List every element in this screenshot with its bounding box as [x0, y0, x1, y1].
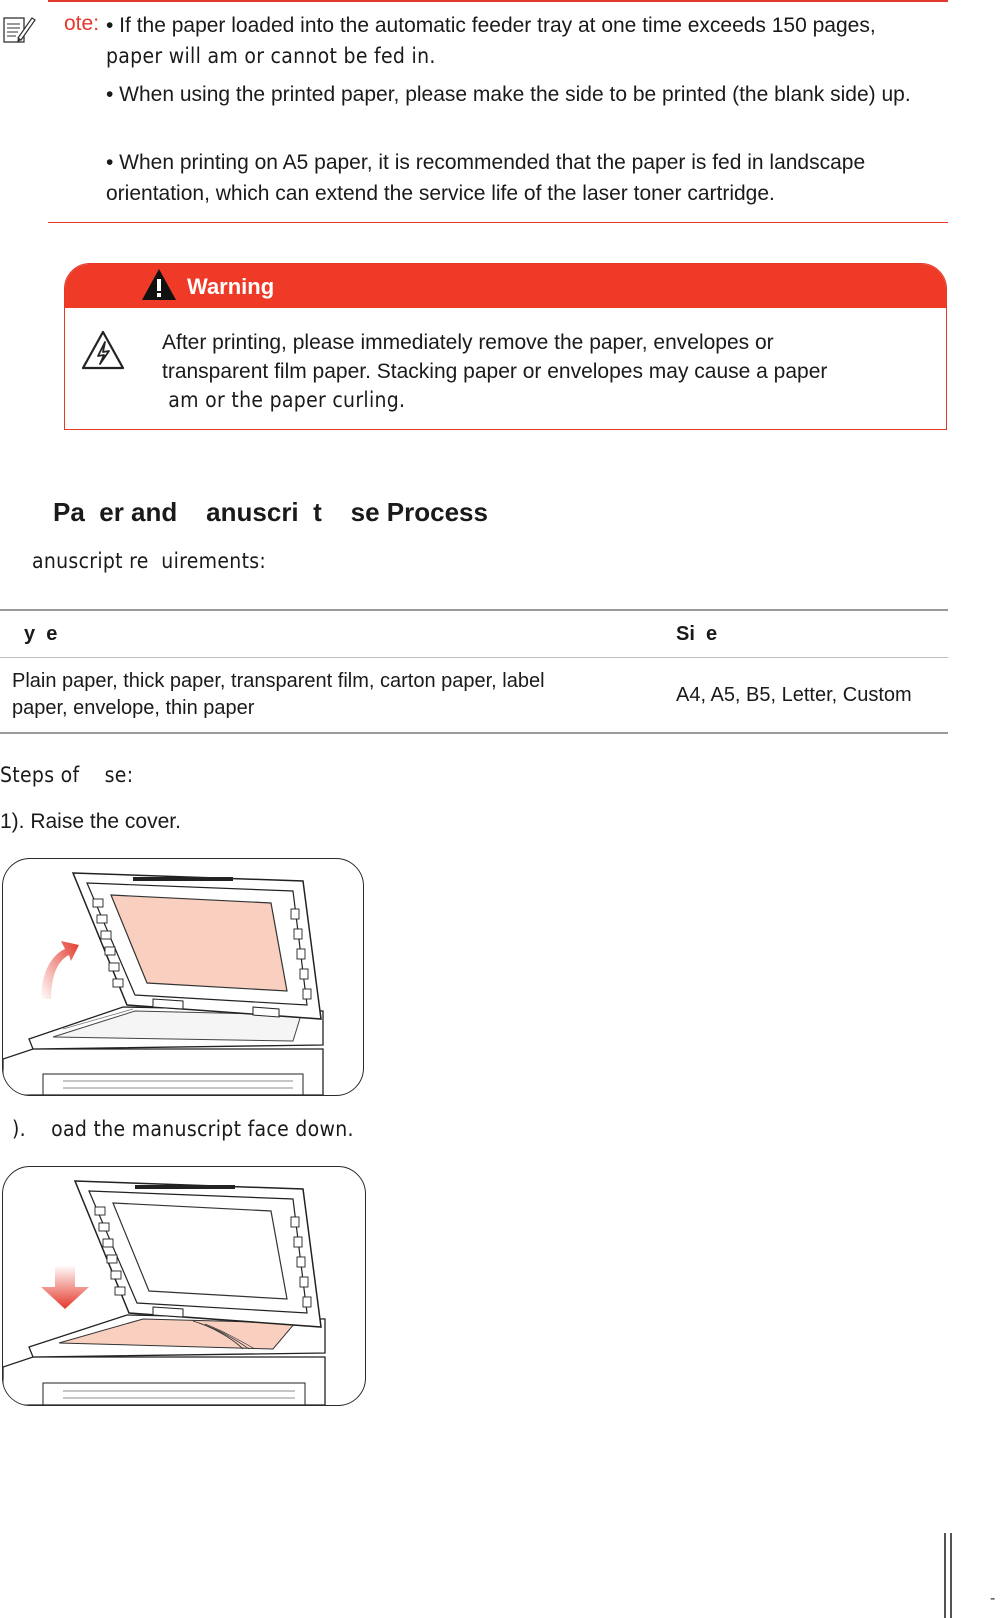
table-header-size: Si e — [662, 610, 948, 658]
page-number-dash: - — [990, 1590, 996, 1607]
figure-load-manuscript — [2, 1166, 366, 1406]
note-bullet-1-line-1: • If the paper loaded into the automatic feeder tray at one time exceeds 150 pages, — [106, 14, 876, 37]
warning-line-3: am or the paper curling. — [162, 388, 406, 412]
warning-header — [65, 264, 946, 308]
figure-raise-cover — [2, 858, 364, 1096]
table-cell-type: Plain paper, thick paper, transparent film, carton paper, label paper, envelope, thin paper — [0, 658, 662, 734]
section-title: Pa er and anuscri t se Process — [53, 497, 488, 527]
note-top-rule — [48, 0, 948, 2]
exclamation-triangle-icon — [141, 268, 177, 301]
electric-hazard-icon — [81, 330, 125, 370]
step-2-text: ). oad the manuscript face down. — [12, 1117, 354, 1141]
requirements-table — [0, 609, 948, 734]
note-label: ote: — [64, 12, 100, 35]
note-bottom-rule — [48, 222, 948, 223]
warning-line-2: transparent film paper. Stacking paper or envelopes may cause a paper — [162, 360, 828, 383]
table-row — [0, 658, 948, 734]
note-bullet-1 — [106, 10, 956, 72]
warning-title: Warning — [187, 274, 275, 299]
table-header-row — [0, 610, 948, 658]
warning-line-1: After printing, please immediately remove the paper, envelopes or — [162, 331, 774, 354]
scanner-lid-raised-illustration — [3, 859, 363, 1095]
table-cell-size: A4, A5, B5, Letter, Custom — [662, 658, 948, 734]
steps-label: Steps of se: — [0, 763, 134, 787]
note-bullet-3: • When printing on A5 paper, it is recommended that the paper is fed in landscape orientation, which can extend the service life of the laser toner cartridge. — [106, 151, 866, 205]
warning-box — [64, 263, 947, 430]
note-bullet-2: • When using the printed paper, please make the side to be printed (the blank side) up. — [106, 83, 911, 106]
manuscript-requirements-label: anuscript re uirements: — [32, 549, 267, 573]
step-1-text: 1). Raise the cover. — [0, 810, 181, 833]
note-pad-icon — [2, 12, 36, 46]
page-edge-marker — [944, 1533, 952, 1618]
warning-text — [162, 328, 922, 415]
note-bullet-1-line-2: paper will am or cannot be fed in. — [106, 44, 436, 68]
document-face-down-illustration — [3, 1167, 365, 1405]
table-header-type: y e — [0, 610, 662, 658]
